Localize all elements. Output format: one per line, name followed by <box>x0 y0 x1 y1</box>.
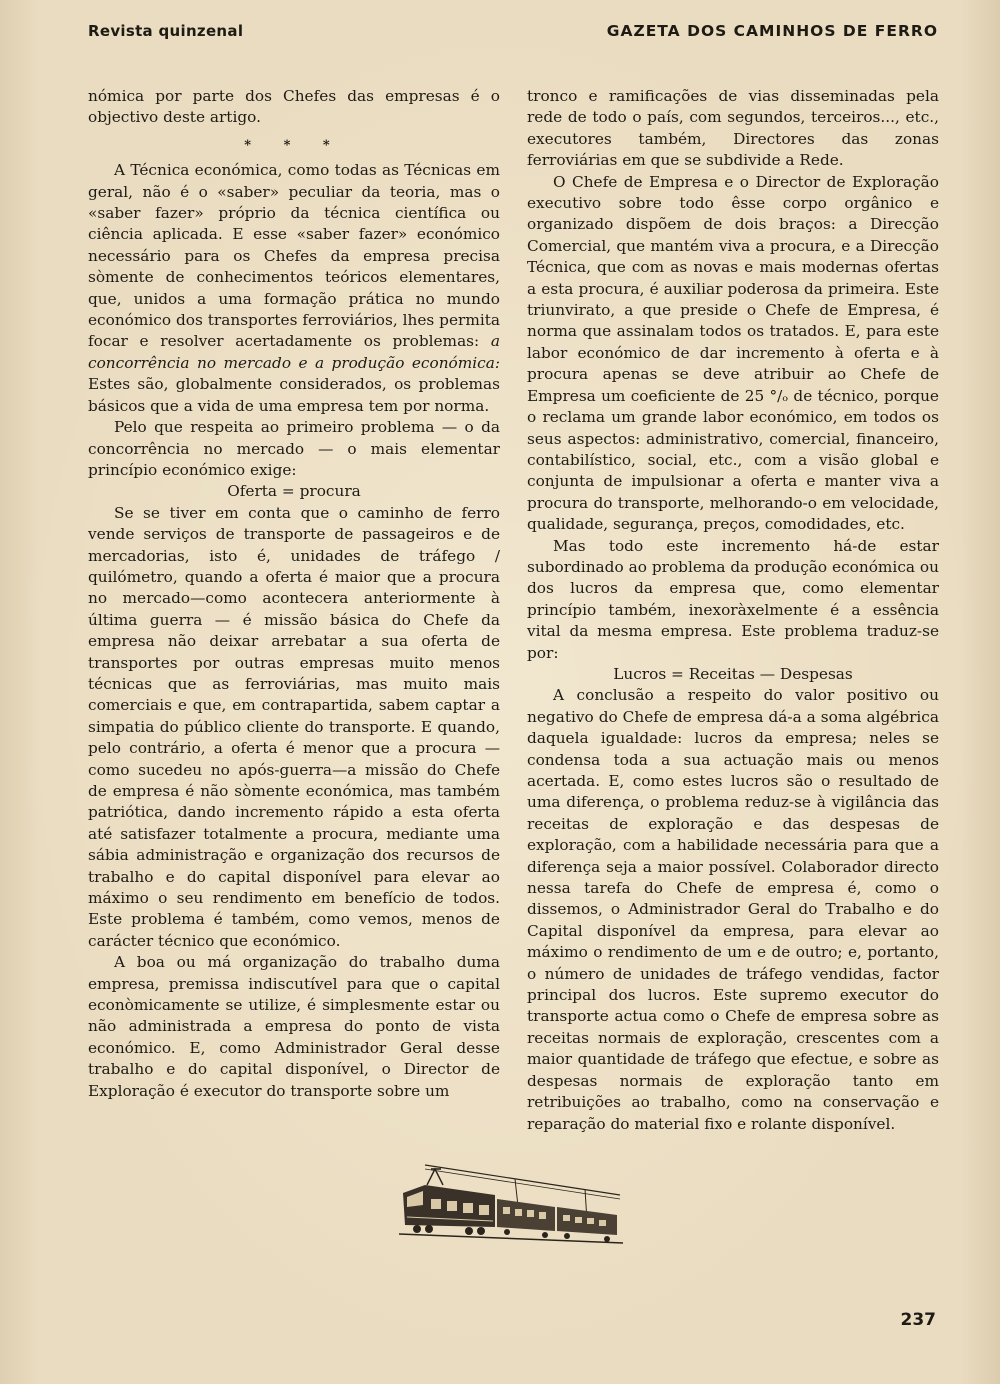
italic-phrase: a concorrência no mercado e a produção económica: <box>88 332 500 372</box>
paragraph: A conclusão a respeito do valor positivo ou negativo do Chefe de empresa dá-a a soma algébrica daquela igualdade: lucros da empresa; neles se condensa toda a sua actuação mais ou menos acertada. E, como estes lucros são o resultado de uma diferença, o problema reduz-se à vigilância das receitas de exploração e das despesas de exploração, com a habilidade necessária para que a diferença seja a maior possível. Colaborador directo nessa tarefa do Chefe de empresa é, como o dissemos, o Administrador Geral do Trabalho e do Capital disponível da empresa, para elevar ao máximo o rendimento de um e de outro; e, portanto, o número de unidades de tráfego vendidas, factor principal dos lucros. Este supremo executor do transporte actua como o Chefe de empresa sobre as receitas normais de exploração, crescentes com a maior quantidade de tráfego que efectue, e sobre as despesas normais de exploração tanto em retribuições ao trabalho, como na conservação e reparação do material fixo e rolante disponível. <box>527 686 939 1133</box>
left-column <box>88 86 500 1102</box>
formula-profits: Lucros = Receitas — Despesas <box>613 664 853 683</box>
paragraph-text: A Técnica económica, como todas as Técnicas em geral, não é o «saber» peculiar da teoria, mas o «saber fazer» próprio da técnica científica ou ciência aplicada. E esse «saber fazer» económico necessário para os Chefes da empresa precisa sòmente de conhecimentos teóricos elementares, que, unidos a uma formação prática no mundo económico dos transportes ferroviários, lhes permita focar e resolver acertadamente os problemas: <box>88 161 500 351</box>
header-publication-frequency: Revista quinzenal <box>88 22 244 40</box>
paragraph: O Chefe de Empresa e o Director de Exploração executivo sobre todo êsse corpo orgânico e organizado dispõem de dois braços: a Direcção Comercial, que mantém viva a procura, e a Direcção Técnica, que com as novas e mais modernas ofertas a esta procura, é auxiliar poderosa da primeira. Este triunvirato, a que preside o Chefe de Empresa, é norma que assinalam todos os tratados. E, para este labor económico de dar incremento à oferta e à procura apenas se deve atribuir ao Chefe de Empresa um coeficiente de 25 °/ₒ de técnico, porque o reclama um grande labor económico, em todos os seus aspectos: administrativo, comercial, financeiro, contabilístico, social, etc., com a visão global e conjunta de impulsionar a oferta e manter viva a procura do transporte, melhorando-o em velocidade, qualidade, segurança, preços, comodidades, etc. <box>527 172 939 534</box>
electric-train-icon <box>395 1155 627 1245</box>
paragraph: nómica por parte dos Chefes das empresas é o objectivo deste artigo. <box>88 87 500 127</box>
paragraph: tronco e ramificações de vias disseminadas pela rede de todo o país, com segundos, terceiros..., etc., executores também, Directores das zonas ferroviárias em que se subdivide a Rede. <box>527 87 939 170</box>
paragraph: A boa ou má organização do trabalho duma empresa, premissa indiscutível para que o capital econòmicamente se utilize, é simplesmente estar ou não administrada a empresa do ponto de vista económico. E, como Administrador Geral desse trabalho e do capital disponível, o Director de Exploração é executor do transporte sobre um <box>88 953 500 1100</box>
right-column <box>527 86 939 1135</box>
paragraph: Pelo que respeita ao primeiro problema — o da concorrência no mercado — o mais elementar princípio económico exige: <box>88 418 500 479</box>
paragraph-text: Estes são, globalmente considerados, os problemas básicos que a vida de uma empresa tem por norma. <box>88 375 500 415</box>
paragraph: Mas todo este incremento há-de estar subordinado ao problema da produção económica ou dos lucros da empresa que, como elementar princípio também, inexoràxelmente é a essência vital da mesma empresa. Este problema traduz-se por: <box>527 536 939 662</box>
section-separator: * * * <box>244 137 344 153</box>
paragraph: Se se tiver em conta que o caminho de ferro vende serviços de transporte de passageiros e de mercadorias, isto é, unidades de tráfego / quilómetro, quando a oferta é maior que a procura no mercado—como acontecera anteriormente à última guerra — é missão básica do Chefe da empresa não deixar arrebatar a sua oferta de transportes por outras empresas muito menos técnicas que as ferroviárias, mas muito mais comerciais e que, em contrapartida, sabem captar a simpatia do público cliente do transporte. E quando, pelo contrário, a oferta é menor que a procura — como sucedeu no após-guerra—a missão do Chefe de empresa é não sòmente económica, mas também patriótica, dando incremento rápido a esta oferta até satisfazer totalmente a procura, mediante uma sábia administração e organização dos recursos de trabalho e do capital disponível para elevar ao máximo o seu rendimento em benefício de todos. Este problema é também, como vemos, menos de carácter técnico que económico. <box>88 503 500 950</box>
page-number: 237 <box>900 1310 936 1330</box>
header-journal-title: GAZETA DOS CAMINHOS DE FERRO <box>606 22 938 40</box>
paragraph <box>88 160 500 417</box>
formula-offer-demand: Oferta = procura <box>227 482 361 501</box>
